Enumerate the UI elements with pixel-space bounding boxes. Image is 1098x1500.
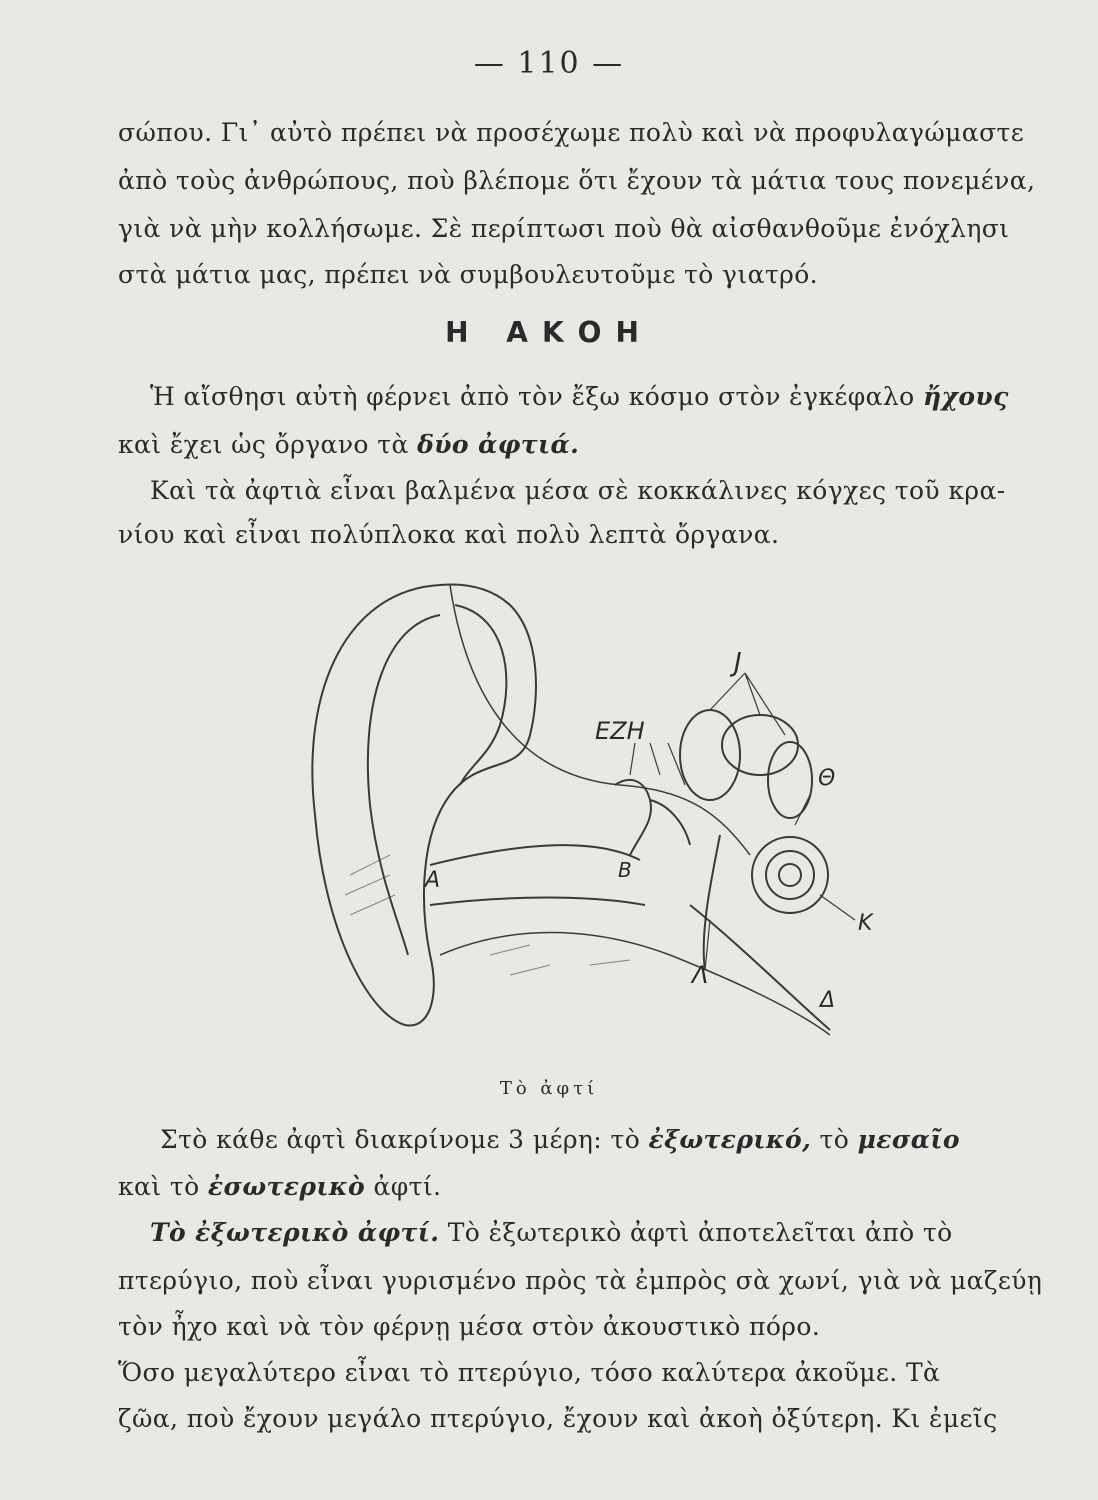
ear-anatomy-illustration [290,575,890,1065]
label-delta: Δ [820,988,836,1013]
label-a: Α [425,868,441,893]
semicircular-canal [768,742,812,818]
cochlea-turn [779,864,801,886]
page-number: — 110 — [473,46,625,81]
emphasis-word: ἐξωτερικό, [648,1125,812,1154]
text-line: πτερύγιο, ποὺ εἶναι γυρισμένο πρὸς τὰ ἐμπρὸς σὰ χωνί, γιὰ νὰ μαζεύῃ [118,1266,1043,1295]
emphasis-word: δύο ἀφτιά. [417,430,580,459]
text-line: νίου καὶ εἶναι πολύπλοκα καὶ πολὺ λεπτὰ ὄργανα. [118,520,780,549]
text-line [118,1172,1063,1201]
text-line: Καὶ τὰ ἀφτιὰ εἶναι βαλμένα μέσα σὲ κοκκάλινες κόγχες τοῦ κρα- [150,476,1006,505]
label-k: Κ [858,911,873,936]
parts-text: τὸ [811,1125,858,1154]
emphasis-word: μεσαῖο [857,1125,960,1154]
intro-text: Ἡ αἴσθησι αὐτὴ φέρνει ἀπὸ τὸν ἔξω κόσμο στὸν ἐγκέφαλο [150,382,923,411]
text-line: γιὰ νὰ μὴν κολλήσωμε. Σὲ περίπτωσι ποὺ θὰ αἰσθανθοῦμε ἐνόχλησι [118,214,1010,243]
cochlea-turn [766,851,814,899]
eustachian-tube [690,905,830,1030]
text-line: ἀπὸ τοὺς ἀνθρώπους, ποὺ βλέπομε ὅτι ἔχουν τὰ μάτια τους πονεμένα, [118,166,1036,195]
auricle-inner-fold [368,615,440,955]
nerve [704,835,720,970]
intro-text: καὶ ἔχει ὡς ὄργανο τὰ [118,430,418,459]
text-line [160,1125,1063,1154]
figure-caption: Τὸ ἀφτί [499,1078,599,1099]
outer-ear-text: Τὸ ἐξωτερικὸ ἀφτὶ ἀποτελεῖται ἀπὸ τὸ [439,1218,953,1247]
text-line [118,430,1063,459]
semicircular-canal [722,715,798,775]
subsection-title: Τὸ ἐξωτερικὸ ἀφτί. [150,1218,440,1247]
parts-text: Στὸ κάθε ἀφτὶ διακρίνομε 3 μέρη: τὸ [160,1125,649,1154]
ear-canal-lower [430,898,645,906]
text-line: ζῶα, ποὺ ἔχουν μεγάλο πτερύγιο, ἔχουν καὶ ἀκοὴ ὀξύτερη. Κι ἐμεῖς [118,1404,998,1433]
parts-text: καὶ τὸ [118,1172,208,1201]
text-line: τὸν ἦχο καὶ νὰ τὸν φέρνῃ μέσα στὸν ἀκουστικὸ πόρο. [118,1312,821,1341]
auricle-helix [455,605,506,785]
emphasis-word: ἐσωτερικὸ [207,1172,366,1201]
ear-canal [430,845,640,865]
text-line [150,1218,1063,1247]
label-ezh: ΕΖΗ [595,717,645,745]
label-theta: Θ [818,766,836,791]
label-lambda: Λ [692,961,709,989]
ossicles [615,780,690,855]
label-j: J [734,648,742,678]
text-line: Ὅσο μεγαλύτερο εἶναι τὸ πτερύγιο, τόσο καλύτερα ἀκοῦμε. Τὰ [118,1358,941,1387]
text-line [150,382,1063,411]
text-line: σώπου. Γι᾽ αὐτὸ πρέπει νὰ προσέχωμε πολὺ καὶ νὰ προφυλαγώμαστε [118,118,1025,147]
bone-lower [440,933,830,1036]
section-heading: Η ΑΚΟΗ [445,316,653,349]
emphasis-word: ἤχους [922,382,1009,411]
semicircular-canal [680,710,740,800]
label-b: Β [618,858,632,882]
parts-text: ἀφτί. [365,1172,442,1201]
text-line: στὰ μάτια μας, πρέπει νὰ συμβουλευτοῦμε τὸ γιατρό. [118,260,818,289]
hatching [345,855,630,975]
cochlea [752,837,828,913]
